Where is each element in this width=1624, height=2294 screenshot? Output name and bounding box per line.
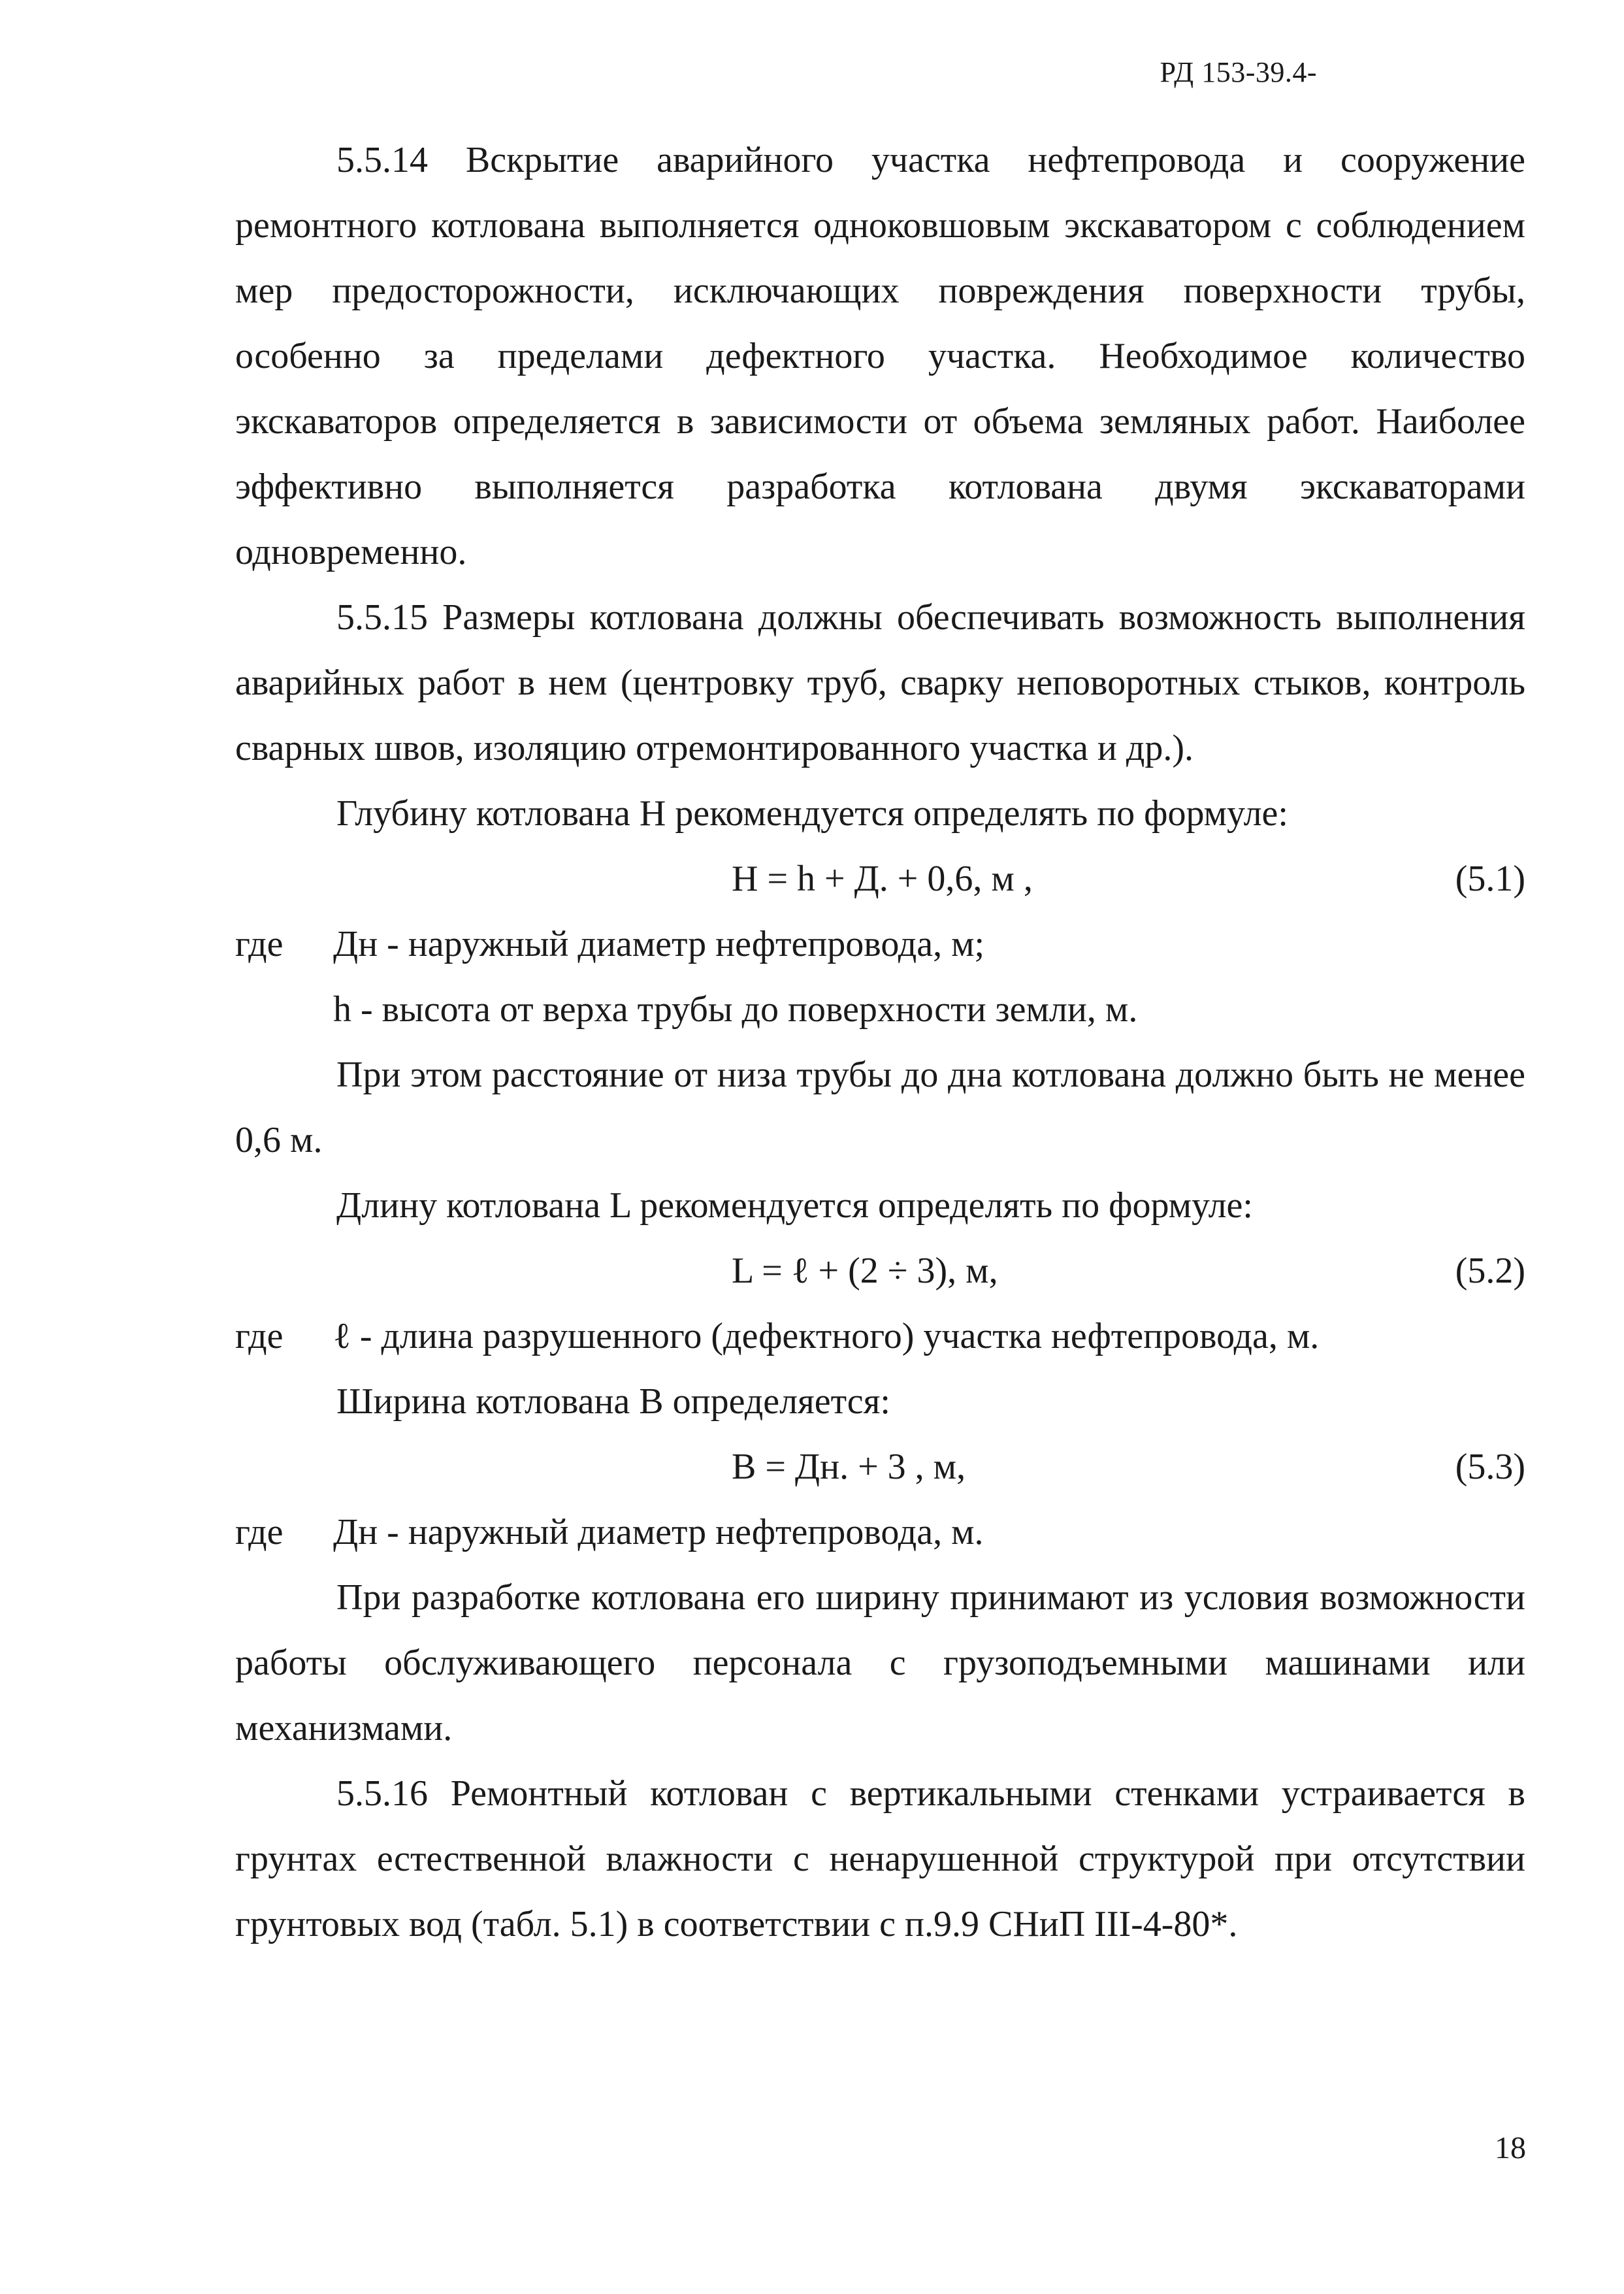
formula-5-3-expression: B = Дн. + 3 , м,	[732, 1447, 966, 1487]
paragraph-width-intro: Ширина котлована В определяется:	[336, 1381, 890, 1422]
formula-5-1-expression: H = h + Д. + 0,6, м ,	[732, 859, 1033, 899]
paragraph-length-intro: Длину котлована L рекомендуется определять по формуле:	[336, 1185, 1253, 1226]
paragraph-min-distance: При этом расстояние от низа трубы до дна котлована должно быть не менее 0,6 м.	[235, 1055, 1525, 1160]
formula-5-2-expression: L = ℓ + (2 ÷ 3), м,	[732, 1251, 998, 1291]
document-body	[235, 127, 1525, 1957]
where-keyword: где	[235, 924, 284, 964]
where-keyword: где	[235, 1512, 284, 1552]
definition-dn-1	[235, 911, 1525, 977]
definition-text: h - высота от верха трубы до поверхности земли, м.	[333, 989, 1138, 1030]
paragraph-5-5-14: 5.5.14 Вскрытие аварийного участка нефтепровода и сооружение ремонтного котлована выполняется одноковшовым экскаватором с соблюдением мер предосторожности, исключающих повреждения поверхности трубы, особенно за пределами дефектного участка. Необходимое количество экскаваторов определяется в зависимости от объема земляных работ. Наиболее эффективно выполняется разработка котлована двумя экскаваторами одновременно.	[235, 140, 1525, 572]
formula-5-1-number: (5.1)	[1455, 859, 1525, 899]
page-number: 18	[1495, 2131, 1526, 2165]
paragraph-5-5-15: 5.5.15 Размеры котлована должны обеспечивать возможность выполнения аварийных работ в нем (центровку труб, сварку неповоротных стыков, контроль сварных швов, изоляцию отремонтированного участка и др.).	[235, 597, 1525, 768]
definition-text: Дн - наружный диаметр нефтепровода, м.	[333, 1512, 984, 1552]
formula-5-2-number: (5.2)	[1455, 1251, 1525, 1291]
formula-5-3	[235, 1434, 1525, 1499]
paragraph-depth-intro: Глубину котлована Н рекомендуется определять по формуле:	[336, 793, 1288, 834]
formula-5-3-number: (5.3)	[1455, 1447, 1525, 1487]
document-code-header: РД 153-39.4-	[1160, 56, 1317, 88]
formula-5-2	[235, 1238, 1525, 1303]
definition-h	[235, 977, 1525, 1042]
definition-text: ℓ - длина разрушенного (дефектного) участка нефтепровода, м.	[333, 1316, 1320, 1356]
definition-text: Дн - наружный диаметр нефтепровода, м;	[333, 924, 985, 964]
paragraph-width-conditions: При разработке котлована его ширину принимают из условия возможности работы обслуживающего персонала с грузоподъемными машинами или механизмами.	[235, 1577, 1525, 1748]
definition-dn-2	[235, 1499, 1525, 1565]
where-keyword: где	[235, 1316, 284, 1356]
formula-5-1	[235, 846, 1525, 911]
definition-l	[235, 1303, 1525, 1369]
paragraph-5-5-16: 5.5.16 Ремонтный котлован с вертикальными стенками устраивается в грунтах естественной влажности с ненарушенной структурой при отсутствии грунтовых вод (табл. 5.1) в соответствии с п.9.9 СНиП III-4-80*.	[235, 1773, 1525, 1944]
